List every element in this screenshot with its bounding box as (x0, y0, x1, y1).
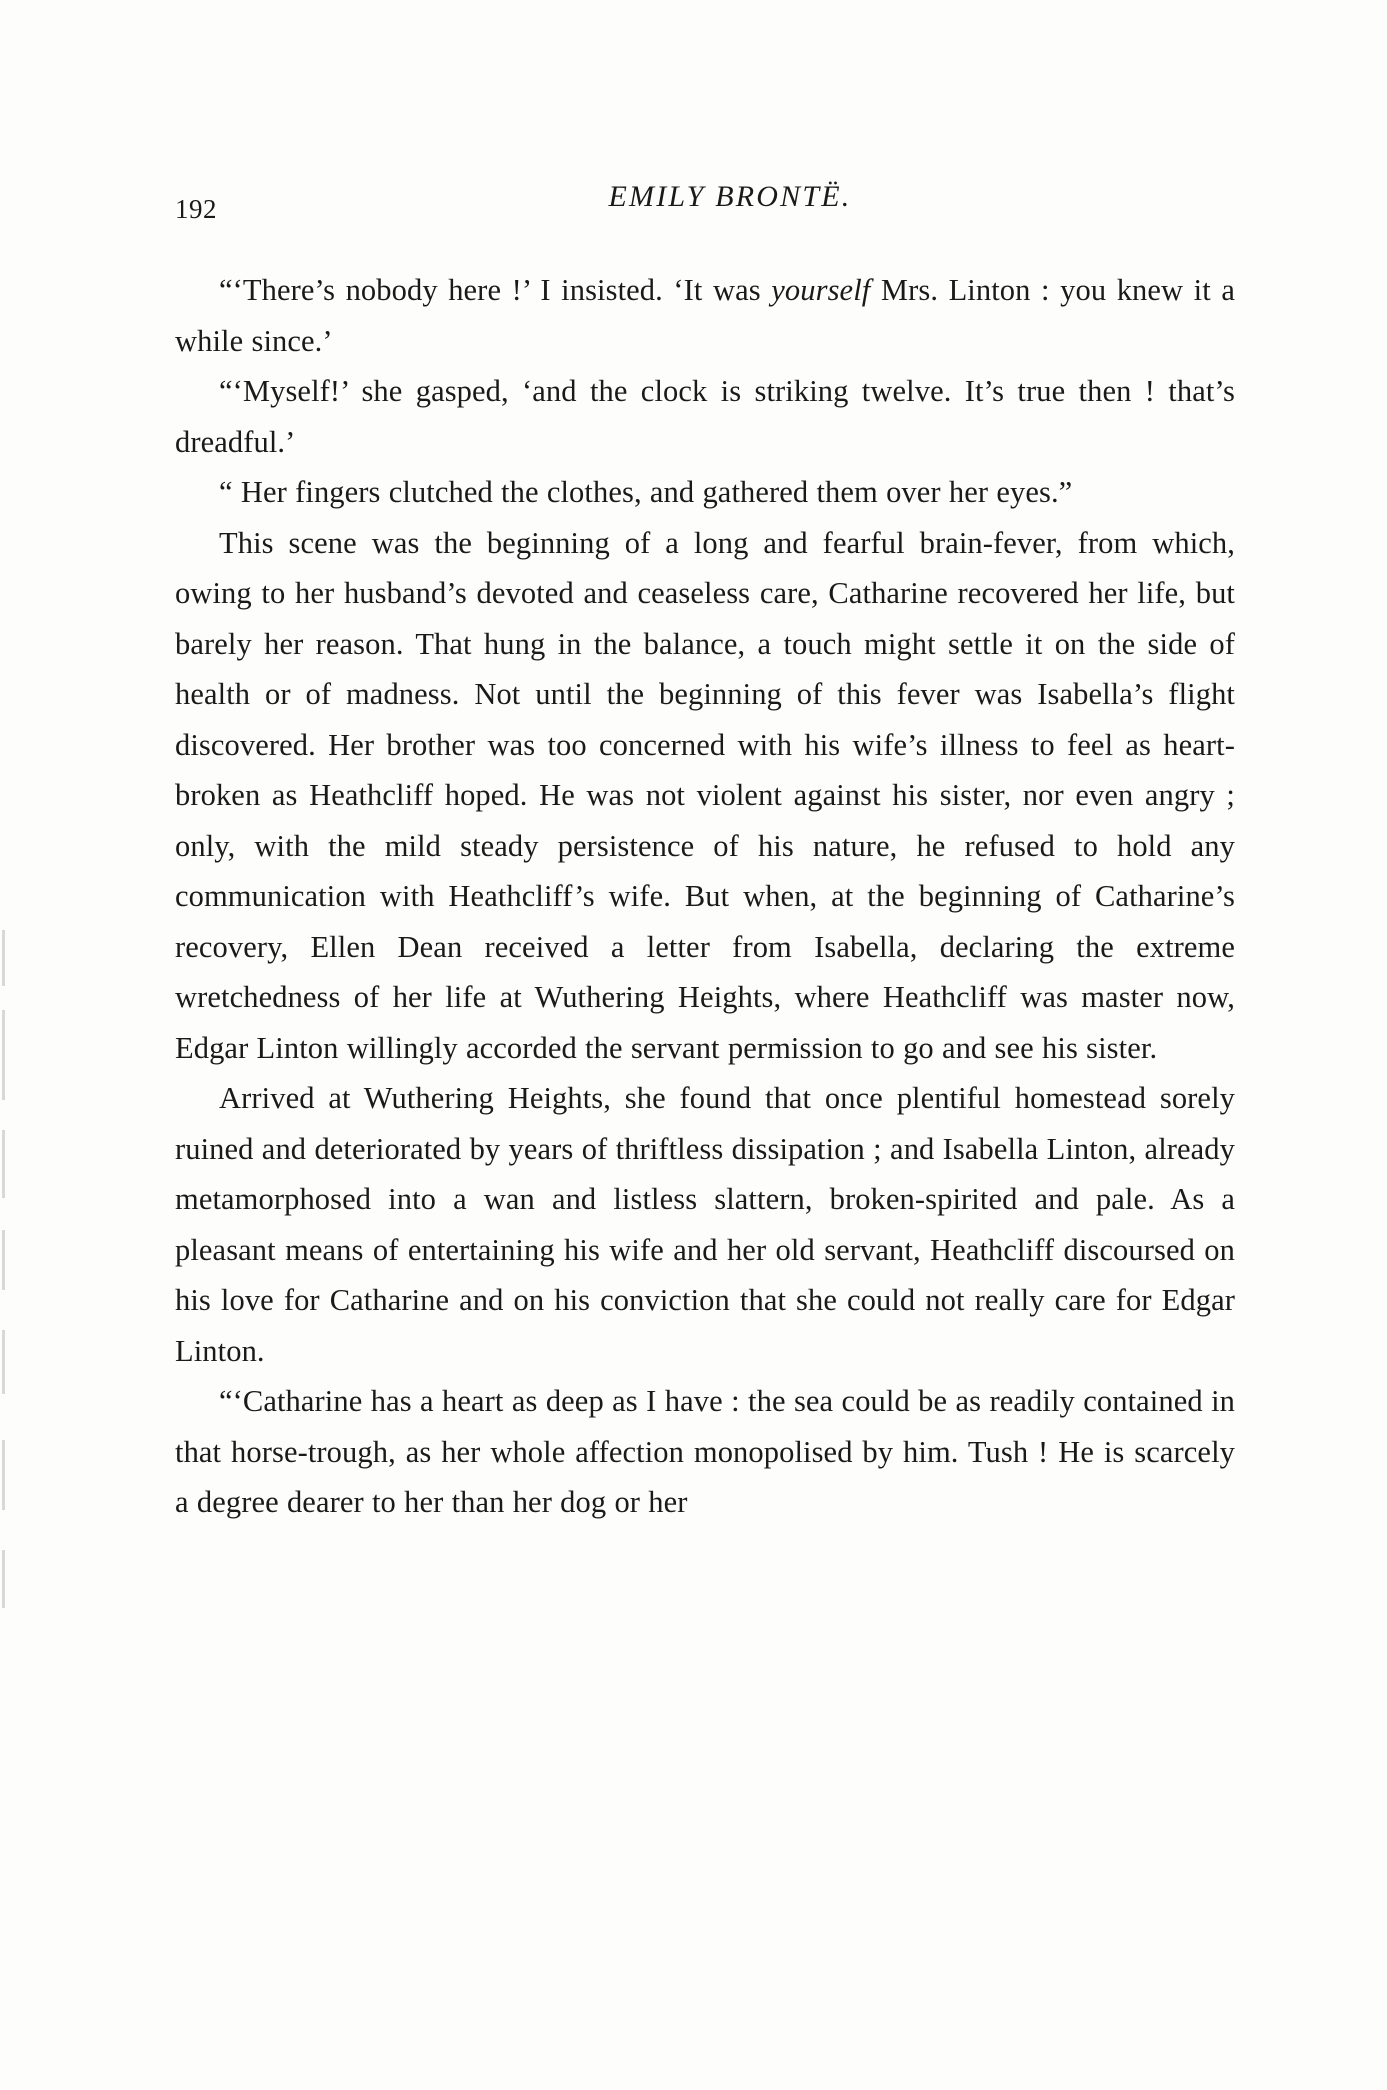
paragraph (175, 265, 1235, 366)
page-number: 192 (175, 194, 217, 224)
paragraph-part: “‘There’s nobody here !’ I insisted. ‘It was (219, 273, 772, 307)
paragraph: “ Her fingers clutched the clothes, and gathered them over her eyes.” (219, 475, 1073, 509)
page-body (175, 265, 1235, 1528)
paragraph-part-italic: yourself (771, 273, 871, 307)
paragraph: This scene was the beginning of a long and fearful brain-fever, from which, owing to her husband’s devoted and ceaseless care, Catharine recovered her life, but barely her reason. That hung in the balance, a touch might settle it on the side of health or of madness. Not until the beginning of this fever was Isabella’s flight discovered. Her brother was too concerned with his wife’s illness to feel as heart-broken as Heathcliff hoped. He was not violent against his sister, nor even angry ; only, with the mild steady persistence of his nature, he refused to hold any communication with Heathcliff’s wife. But when, at the beginning of Catharine’s recovery, Ellen Dean received a letter from Isabella, declaring the extreme wretchedness of her life at Wuthering Heights, where Heathcliff was master now, Edgar Linton willingly accorded the servant permission to go and see his sister. (175, 525, 1235, 1065)
scan-edge-mark (2, 1010, 5, 1100)
page-header (175, 180, 1245, 226)
scan-edge-mark (2, 1130, 5, 1198)
scan-edge-mark (2, 1230, 5, 1290)
paragraph: Arrived at Wuthering Heights, she found that once plentiful homestead sorely ruined and deteriorated by years of thriftless dissipation ; and Isabella Linton, already metamorphosed into a wan and listless slattern, broken-spirited and pale. As a pleasant means of entertaining his wife and her old servant, Heathcliff discoursed on his love for Catharine and on his conviction that she could not really care for Edgar Linton. (175, 1081, 1235, 1368)
paragraph: “‘Catharine has a heart as deep as I have : the sea could be as readily contained in that horse-trough, as her whole affection monopolised by him. Tush ! He is scarcely a degree dearer to her than her dog or her (175, 1384, 1235, 1519)
scan-edge-mark (2, 1550, 5, 1608)
running-head: EMILY BRONTË. (608, 180, 852, 213)
scan-edge-mark (2, 930, 5, 986)
scan-edge-mark (2, 1440, 5, 1510)
paragraph: “‘Myself!’ she gasped, ‘and the clock is striking twelve. It’s true then ! that’s dreadful.’ (175, 374, 1235, 459)
scan-edge-mark (2, 1330, 5, 1394)
paragraph-part: Mrs. Linton : you knew it a while since.’ (175, 273, 1235, 358)
